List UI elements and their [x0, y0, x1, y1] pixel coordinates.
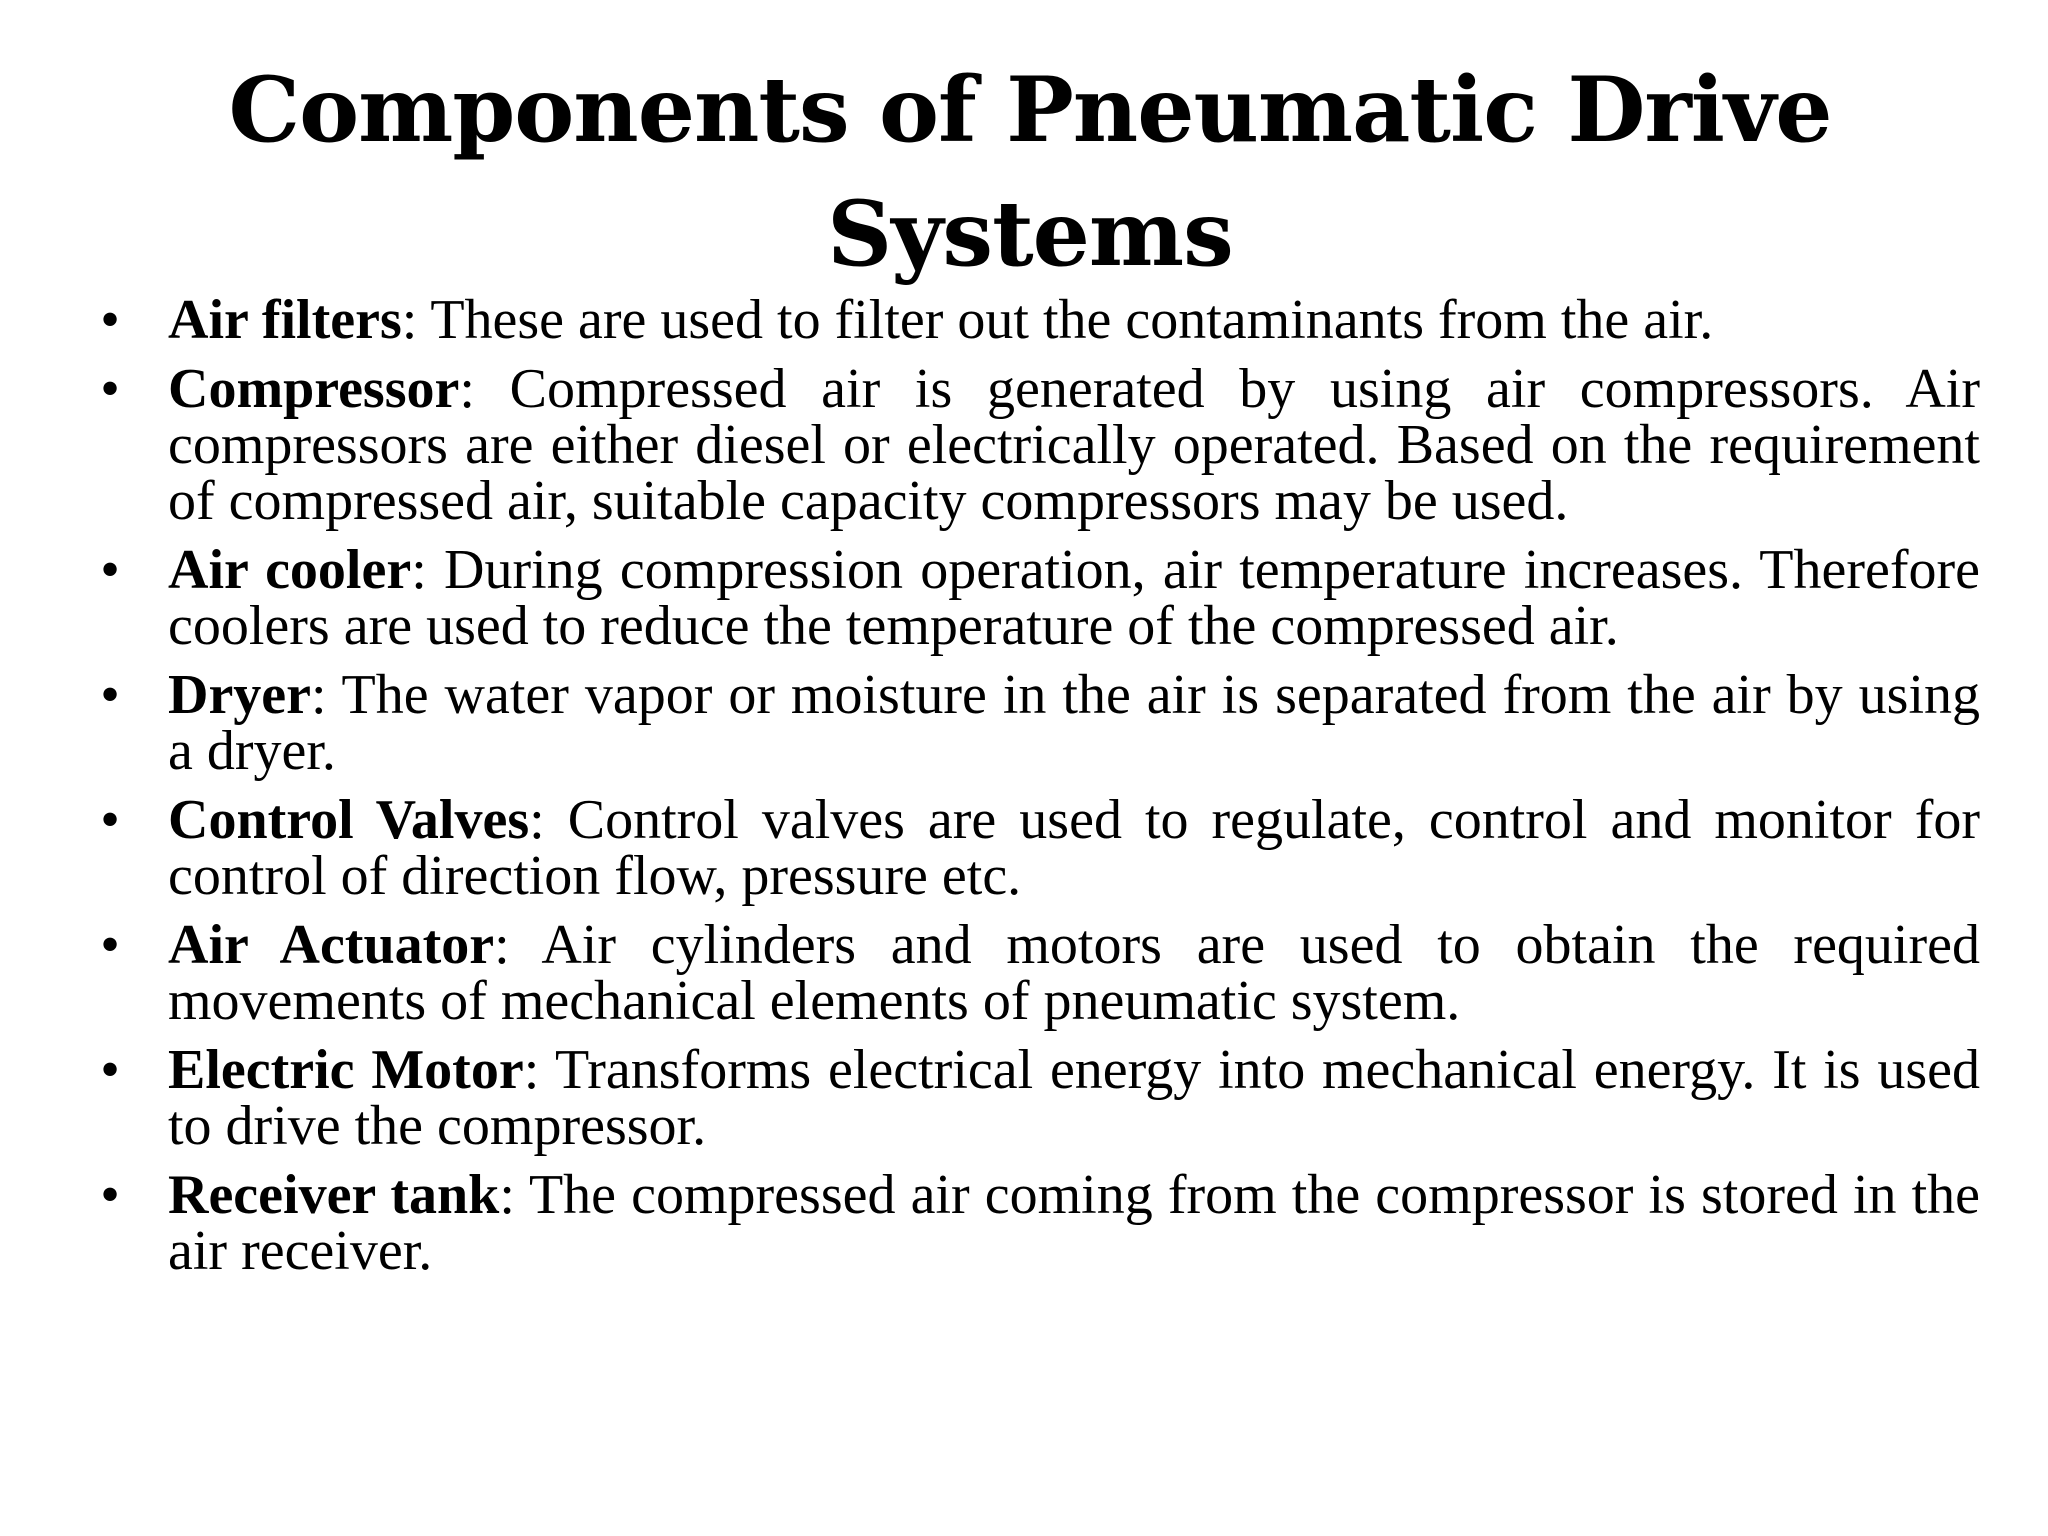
item-separator: :	[523, 1039, 540, 1101]
bullet-list	[100, 289, 1981, 1292]
item-separator: :	[459, 358, 475, 420]
list-item	[100, 664, 1980, 782]
item-term: Control Valves	[168, 789, 530, 851]
item-description: The compressed air coming from the compressor is stored in the air receiver.	[168, 1164, 1981, 1282]
list-item	[100, 1039, 1980, 1157]
item-term: Dryer	[168, 664, 312, 726]
item-separator: :	[494, 914, 510, 976]
item-term: Compressor	[168, 358, 460, 420]
bullet-icon: •	[100, 664, 120, 726]
item-separator: :	[311, 664, 327, 726]
bullet-icon: •	[100, 358, 120, 420]
item-description: Air cylinders and motors are used to obtain the required movements of mechanical elements of pneumatic system.	[168, 914, 1980, 1032]
item-description: Compressed air is generated by using air compressors. Air compressors are either diesel or electrically operated. Based on the requirement of compressed air, suitable capacity compressors may be used.	[168, 358, 1980, 532]
list-item	[100, 914, 1980, 1032]
bullet-icon: •	[100, 289, 120, 351]
item-term: Receiver tank	[168, 1164, 500, 1226]
item-description: Transforms electrical energy into mechanical energy. It is used to drive the compressor.	[168, 1039, 1980, 1157]
item-description: The water vapor or moisture in the air is separated from the air by using a dryer.	[168, 664, 1980, 782]
item-separator: :	[411, 539, 427, 601]
bullet-icon: •	[100, 914, 120, 976]
list-item	[100, 539, 1981, 657]
bullet-icon: •	[100, 789, 120, 851]
item-term: Electric Motor	[168, 1039, 524, 1101]
item-term: Air cooler	[168, 539, 412, 601]
bullet-icon: •	[100, 1039, 120, 1101]
item-separator: :	[401, 289, 418, 351]
item-term: Air Actuator	[168, 914, 495, 976]
item-description: Control valves are used to regulate, control and monitor for control of direction flow, pressure etc.	[168, 789, 1980, 907]
slide-title: Components of Pneumatic Drive Systems	[228, 57, 1832, 287]
list-item	[100, 289, 1980, 351]
item-description: These are used to filter out the contaminants from the air.	[417, 289, 1714, 351]
bullet-icon: •	[100, 539, 120, 601]
item-separator: :	[529, 789, 545, 851]
list-item	[100, 358, 1980, 532]
item-separator: :	[499, 1164, 515, 1226]
list-item	[100, 789, 1980, 907]
item-term: Air filters	[168, 289, 402, 351]
bullet-icon: •	[100, 1164, 120, 1226]
item-description: During compression operation, air temperature increases. Therefore coolers are used to reduce the temperature of the compressed air.	[168, 539, 1981, 657]
list-item	[100, 1164, 1981, 1282]
